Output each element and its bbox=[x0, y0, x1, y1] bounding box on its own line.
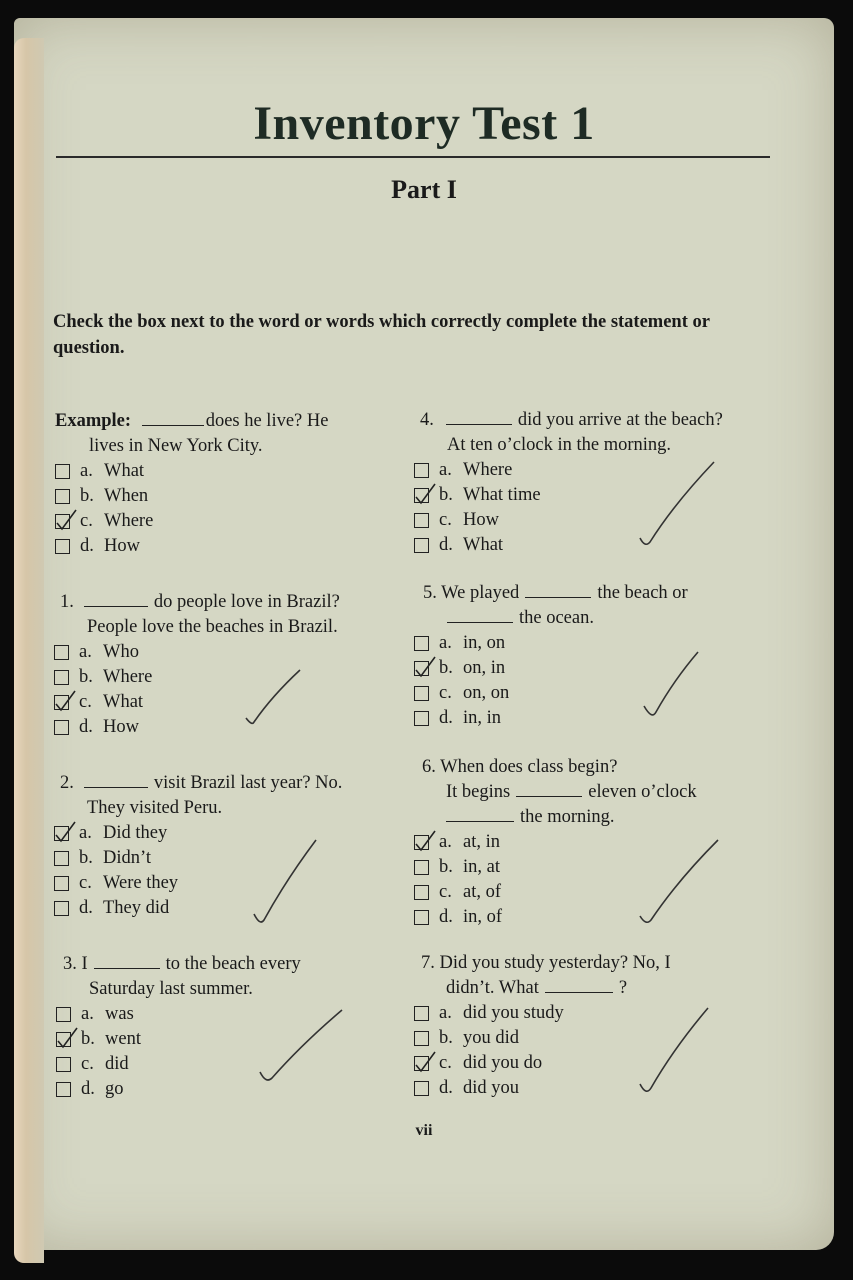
option-letter: d. bbox=[439, 535, 453, 555]
option-checkbox[interactable] bbox=[55, 539, 70, 554]
answer-blank bbox=[94, 954, 160, 969]
question-number: 1. bbox=[60, 592, 74, 612]
option-letter: c. bbox=[79, 873, 92, 893]
stem-line-3: the morning. bbox=[520, 807, 615, 827]
option-item bbox=[55, 484, 395, 509]
option-item bbox=[414, 706, 783, 731]
stem-line-2-before: It begins bbox=[446, 782, 511, 802]
example-label: Example: bbox=[55, 411, 132, 431]
stem-line-2: At ten o’clock in the morning. bbox=[447, 435, 672, 455]
option-checkbox[interactable] bbox=[414, 488, 429, 503]
option-item bbox=[56, 1052, 403, 1077]
option-text: in, at bbox=[463, 857, 500, 877]
option-item bbox=[56, 1002, 403, 1027]
option-letter: c. bbox=[81, 1054, 94, 1074]
answer-blank bbox=[84, 773, 148, 788]
option-item bbox=[54, 715, 400, 740]
option-checkbox[interactable] bbox=[414, 1031, 429, 1046]
question-4 bbox=[420, 408, 780, 558]
stem-line-2: lives in New York City. bbox=[89, 436, 263, 456]
checkmark-icon bbox=[415, 830, 437, 854]
answer-blank bbox=[142, 411, 204, 426]
options bbox=[54, 821, 400, 921]
checkmark-icon bbox=[415, 656, 437, 680]
option-text: Did they bbox=[103, 823, 168, 843]
options bbox=[414, 1001, 781, 1101]
option-item bbox=[414, 905, 782, 930]
option-text: on, in bbox=[463, 658, 506, 678]
question-stem bbox=[63, 952, 403, 977]
option-letter: d. bbox=[439, 1078, 453, 1098]
stem-text-before: Did you study yesterday? No, I bbox=[439, 953, 671, 973]
option-checkbox[interactable] bbox=[414, 711, 429, 726]
options bbox=[55, 459, 395, 559]
option-text: They did bbox=[103, 898, 170, 918]
answer-blank bbox=[525, 583, 591, 598]
options bbox=[56, 1002, 403, 1102]
option-checkbox[interactable] bbox=[414, 1056, 429, 1071]
option-letter: a. bbox=[81, 1004, 94, 1024]
stem-text-before: When does class begin? bbox=[440, 757, 618, 777]
option-checkbox[interactable] bbox=[54, 901, 69, 916]
option-text: Were they bbox=[103, 873, 179, 893]
option-text: Who bbox=[103, 642, 139, 662]
option-letter: d. bbox=[439, 708, 453, 728]
option-text: in, on bbox=[463, 633, 506, 653]
example-question bbox=[55, 409, 395, 559]
option-checkbox[interactable] bbox=[56, 1057, 71, 1072]
part-heading: Part I bbox=[391, 175, 457, 204]
option-item bbox=[56, 1077, 403, 1102]
book-binding bbox=[14, 38, 44, 1263]
option-checkbox[interactable] bbox=[414, 513, 429, 528]
stem-text-before: I bbox=[81, 954, 88, 974]
options bbox=[414, 631, 783, 731]
question-stem bbox=[55, 409, 395, 434]
option-letter: c. bbox=[79, 692, 92, 712]
option-text: on, on bbox=[463, 683, 510, 703]
option-item bbox=[414, 656, 783, 681]
option-letter: b. bbox=[80, 486, 94, 506]
test-page bbox=[14, 18, 834, 1250]
option-item bbox=[414, 855, 782, 880]
option-item bbox=[54, 821, 400, 846]
question-stem bbox=[60, 771, 400, 796]
option-letter: d. bbox=[80, 536, 94, 556]
option-text: did bbox=[105, 1054, 129, 1074]
option-item bbox=[56, 1027, 403, 1052]
option-checkbox[interactable] bbox=[54, 826, 69, 841]
option-text: Where bbox=[104, 511, 154, 531]
option-checkbox[interactable] bbox=[54, 720, 69, 735]
option-letter: c. bbox=[439, 510, 452, 530]
checkmark-icon bbox=[55, 690, 77, 714]
option-item bbox=[414, 830, 782, 855]
option-item bbox=[54, 665, 400, 690]
option-text: at, of bbox=[463, 882, 502, 902]
stem-line-2: Saturday last summer. bbox=[89, 979, 253, 999]
option-item bbox=[414, 1026, 781, 1051]
option-letter: b. bbox=[439, 658, 453, 678]
option-text: Where bbox=[463, 460, 513, 480]
question-3 bbox=[63, 952, 403, 1102]
option-checkbox[interactable] bbox=[414, 538, 429, 553]
option-item bbox=[414, 1001, 781, 1026]
stem-text: did you arrive at the beach? bbox=[517, 410, 723, 430]
option-text: in, in bbox=[463, 708, 502, 728]
options bbox=[414, 458, 780, 558]
option-item bbox=[55, 534, 395, 559]
options bbox=[54, 640, 400, 740]
stem-line-2: They visited Peru. bbox=[87, 798, 223, 818]
option-item bbox=[414, 1076, 781, 1101]
option-item bbox=[54, 896, 400, 921]
option-text: went bbox=[105, 1029, 141, 1049]
option-text: How bbox=[103, 717, 139, 737]
option-checkbox[interactable] bbox=[54, 670, 69, 685]
title-rule bbox=[56, 156, 770, 158]
option-checkbox[interactable] bbox=[414, 910, 429, 925]
option-letter: a. bbox=[80, 461, 93, 481]
stem-line-2: the ocean. bbox=[519, 608, 594, 628]
option-text: you did bbox=[463, 1028, 520, 1048]
option-item bbox=[55, 509, 395, 534]
option-text: What bbox=[463, 535, 504, 555]
option-text: at, in bbox=[463, 832, 500, 852]
option-letter: c. bbox=[439, 1053, 452, 1073]
stem-text: visit Brazil last year? No. bbox=[153, 773, 343, 793]
question-number: 4. bbox=[420, 410, 434, 430]
option-checkbox[interactable] bbox=[55, 514, 70, 529]
answer-blank-2 bbox=[447, 608, 513, 623]
answer-blank bbox=[84, 592, 148, 607]
answer-blank-2 bbox=[446, 807, 514, 822]
stem-line-2: eleven o’clock bbox=[588, 782, 697, 802]
option-checkbox[interactable] bbox=[414, 1081, 429, 1096]
question-number: 6. bbox=[422, 757, 436, 777]
option-checkbox[interactable] bbox=[56, 1032, 71, 1047]
option-text: Didn’t bbox=[103, 848, 151, 868]
option-text: Where bbox=[103, 667, 153, 687]
stem-line-2-before: didn’t. What bbox=[446, 978, 539, 998]
option-letter: c. bbox=[439, 882, 452, 902]
option-letter: c. bbox=[439, 683, 452, 703]
checkmark-icon bbox=[57, 1027, 79, 1051]
option-item bbox=[54, 846, 400, 871]
option-checkbox[interactable] bbox=[54, 876, 69, 891]
option-letter: a. bbox=[439, 460, 452, 480]
option-item bbox=[414, 1051, 781, 1076]
stem-text: do people love in Brazil? bbox=[153, 592, 340, 612]
option-checkbox[interactable] bbox=[56, 1007, 71, 1022]
option-letter: b. bbox=[439, 485, 453, 505]
option-checkbox[interactable] bbox=[54, 695, 69, 710]
question-2 bbox=[60, 771, 400, 921]
option-text: How bbox=[104, 536, 140, 556]
checkmark-icon bbox=[55, 821, 77, 845]
option-text: was bbox=[105, 1004, 134, 1024]
option-letter: a. bbox=[79, 642, 92, 662]
option-text: did you do bbox=[463, 1053, 543, 1073]
stem-text: the beach or bbox=[597, 583, 688, 603]
stem-text: to the beach every bbox=[165, 954, 301, 974]
option-item bbox=[414, 880, 782, 905]
question-1 bbox=[60, 590, 400, 740]
question-number: 5. bbox=[423, 583, 437, 603]
option-letter: b. bbox=[81, 1029, 95, 1049]
stem-text: does he live? He bbox=[205, 411, 329, 431]
question-number: 2. bbox=[60, 773, 74, 793]
option-item bbox=[414, 458, 780, 483]
option-checkbox[interactable] bbox=[414, 885, 429, 900]
question-6 bbox=[422, 755, 782, 930]
question-7 bbox=[421, 951, 781, 1101]
option-item bbox=[414, 681, 783, 706]
option-letter: d. bbox=[81, 1079, 95, 1099]
option-item bbox=[414, 533, 780, 558]
answer-blank bbox=[516, 782, 582, 797]
checkmark-icon bbox=[56, 509, 78, 533]
option-checkbox[interactable] bbox=[414, 636, 429, 651]
option-letter: a. bbox=[439, 633, 452, 653]
page-title: Inventory Test 1 bbox=[253, 97, 595, 150]
option-checkbox[interactable] bbox=[414, 686, 429, 701]
option-text: go bbox=[105, 1079, 124, 1099]
question-stem bbox=[423, 581, 783, 606]
instructions: Check the box next to the word or words which correctly complete the statement or question. bbox=[53, 312, 710, 358]
question-stem bbox=[421, 951, 781, 976]
answer-blank bbox=[446, 410, 512, 425]
option-item bbox=[414, 631, 783, 656]
option-checkbox[interactable] bbox=[55, 464, 70, 479]
option-checkbox[interactable] bbox=[414, 661, 429, 676]
question-stem bbox=[422, 755, 782, 780]
option-checkbox[interactable] bbox=[54, 851, 69, 866]
option-checkbox[interactable] bbox=[414, 463, 429, 478]
option-text: When bbox=[104, 486, 149, 506]
question-number: 7. bbox=[421, 953, 435, 973]
stem-line-2: People love the beaches in Brazil. bbox=[87, 617, 338, 637]
option-checkbox[interactable] bbox=[414, 860, 429, 875]
option-letter: d. bbox=[79, 717, 93, 737]
stem-text-before: We played bbox=[441, 583, 520, 603]
option-letter: b. bbox=[79, 667, 93, 687]
option-letter: a. bbox=[79, 823, 92, 843]
option-checkbox[interactable] bbox=[55, 489, 70, 504]
option-text: How bbox=[463, 510, 499, 530]
option-text: did you bbox=[463, 1078, 520, 1098]
question-5 bbox=[423, 581, 783, 731]
option-letter: b. bbox=[439, 857, 453, 877]
option-letter: d. bbox=[79, 898, 93, 918]
option-text: What bbox=[103, 692, 144, 712]
option-checkbox[interactable] bbox=[414, 835, 429, 850]
answer-blank bbox=[545, 978, 613, 993]
question-stem bbox=[420, 408, 780, 433]
stem-line-2: ? bbox=[618, 978, 628, 998]
option-checkbox[interactable] bbox=[54, 645, 69, 660]
option-text: What time bbox=[463, 485, 541, 505]
option-letter: b. bbox=[439, 1028, 453, 1048]
page-number: vii bbox=[415, 1122, 433, 1139]
option-text: What bbox=[104, 461, 145, 481]
option-item bbox=[54, 871, 400, 896]
option-text: did you study bbox=[463, 1003, 564, 1023]
option-item bbox=[54, 640, 400, 665]
option-item bbox=[414, 508, 780, 533]
option-letter: b. bbox=[79, 848, 93, 868]
question-number: 3. bbox=[63, 954, 77, 974]
option-letter: a. bbox=[439, 832, 452, 852]
option-letter: a. bbox=[439, 1003, 452, 1023]
option-item bbox=[54, 690, 400, 715]
option-checkbox[interactable] bbox=[414, 1006, 429, 1021]
checkmark-icon bbox=[415, 483, 437, 507]
question-stem bbox=[60, 590, 400, 615]
option-item bbox=[414, 483, 780, 508]
option-text: in, of bbox=[463, 907, 503, 927]
option-letter: d. bbox=[439, 907, 453, 927]
checkmark-icon bbox=[415, 1051, 437, 1075]
option-letter: c. bbox=[80, 511, 93, 531]
options bbox=[414, 830, 782, 930]
option-checkbox[interactable] bbox=[56, 1082, 71, 1097]
option-item bbox=[55, 459, 395, 484]
